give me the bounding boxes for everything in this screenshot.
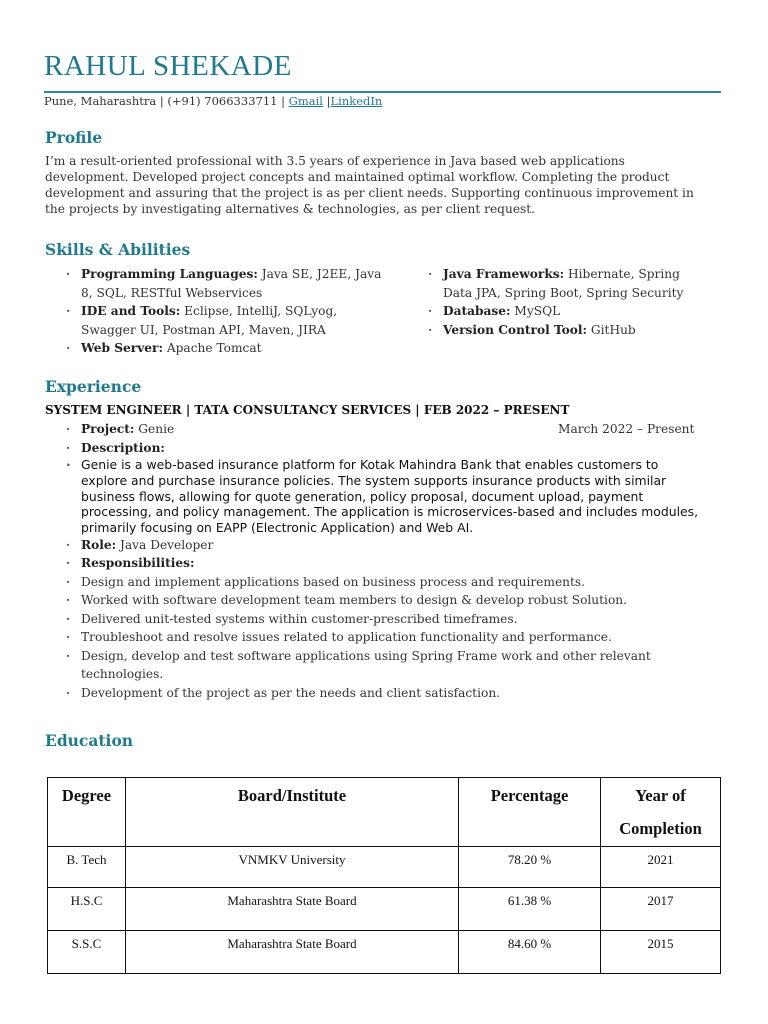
column-header-institute: Board/Institute: [126, 778, 459, 847]
column-header-year: Year of Completion: [601, 778, 721, 847]
job-heading: SYSTEM ENGINEER | TATA CONSULTANCY SERVICES | FEB 2022 – PRESENT: [45, 403, 570, 417]
year-cell: 2015: [601, 931, 721, 974]
skill-item: · Version Control Tool: GitHub: [406, 321, 706, 340]
role-item: · Role: Java Developer: [44, 536, 704, 555]
institute-cell: Maharashtra State Board: [126, 888, 459, 931]
institute-cell: Maharashtra State Board: [126, 931, 459, 974]
degree-cell: S.S.C: [48, 931, 126, 974]
degree-cell: B. Tech: [48, 847, 126, 888]
skill-item: · IDE and Tools: Eclipse, IntelliJ, SQLyog, Swagger UI, Postman API, Maven, JIRA: [44, 302, 389, 339]
contact-line: [44, 94, 382, 108]
description-label: · Description:: [44, 439, 704, 458]
skills-list-left: [44, 265, 389, 358]
project-description: · Genie is a web-based insurance platform for Kotak Mahindra Bank that enables customers to explore and purchase insurance policies. The system supports insurance products with similar business flows, allowing for quote generation, policy proposal, document upload, payment processing, and policy management. The application is microservices-based and includes modules, primarily focusing on EAPP (Electronic Application) and Web AI.: [44, 457, 704, 536]
year-cell: 2021: [601, 847, 721, 888]
responsibility-item: · Design, develop and test software applications using Spring Frame work and other relevant technologies.: [44, 647, 704, 684]
separator: |: [322, 94, 331, 108]
candidate-name: RAHUL SHEKADE: [44, 50, 292, 82]
percentage-cell: 78.20 %: [459, 847, 601, 888]
linkedin-link[interactable]: LinkedIn: [330, 94, 383, 108]
skill-item: · Programming Languages: Java SE, J2EE, Java 8, SQL, RESTful Webservices: [44, 265, 389, 302]
percentage-cell: 84.60 %: [459, 931, 601, 974]
column-header-percentage: Percentage: [459, 778, 601, 847]
responsibility-item: · Troubleshoot and resolve issues related to application functionality and performance.: [44, 628, 704, 647]
location: Pune, Maharashtra: [44, 94, 157, 108]
percentage-cell: 61.38 %: [459, 888, 601, 931]
education-table: [47, 777, 721, 974]
skill-item: · Database: MySQL: [406, 302, 706, 321]
table-header-row: [48, 778, 721, 847]
project-item: · Project: Genie: [44, 420, 704, 439]
phone-number: (+91) 7066333711: [167, 94, 278, 108]
degree-cell: H.S.C: [48, 888, 126, 931]
responsibility-item: · Worked with software development team members to design & develop robust Solution.: [44, 591, 704, 610]
table-row: [48, 931, 721, 974]
section-title-profile: Profile: [45, 128, 103, 147]
header-divider: [44, 91, 721, 93]
column-header-degree: Degree: [48, 778, 126, 847]
responsibility-item: · Delivered unit-tested systems within customer-prescribed timeframes.: [44, 610, 704, 629]
separator: |: [277, 94, 289, 108]
year-cell: 2017: [601, 888, 721, 931]
table-row: [48, 847, 721, 888]
section-title-experience: Experience: [45, 377, 142, 396]
responsibility-item: · Design and implement applications based on business process and requirements.: [44, 573, 704, 592]
responsibility-item: · Development of the project as per the needs and client satisfaction.: [44, 684, 704, 703]
skills-list-right: [406, 265, 706, 339]
project-date: March 2022 – Present: [558, 422, 695, 436]
gmail-link[interactable]: Gmail: [288, 94, 323, 108]
table-row: [48, 888, 721, 931]
experience-list: [44, 420, 704, 702]
section-title-education: Education: [45, 731, 134, 750]
profile-summary: I’m a result-oriented professional with 3.5 years of experience in Java based web applications development. Developed project concepts and maintained optimal workflow. Completing the product development and assuring that the project is as per client needs. Supporting continuous improvement in the projects by investigating alternatives & technologies, as per client request.: [45, 154, 694, 216]
section-title-skills: Skills & Abilities: [45, 240, 191, 259]
separator: |: [156, 94, 168, 108]
responsibilities-label: · Responsibilities:: [44, 554, 704, 573]
skill-item: · Java Frameworks: Hibernate, Spring Data JPA, Spring Boot, Spring Security: [406, 265, 706, 302]
institute-cell: VNMKV University: [126, 847, 459, 888]
skill-item: · Web Server: Apache Tomcat: [44, 339, 389, 358]
